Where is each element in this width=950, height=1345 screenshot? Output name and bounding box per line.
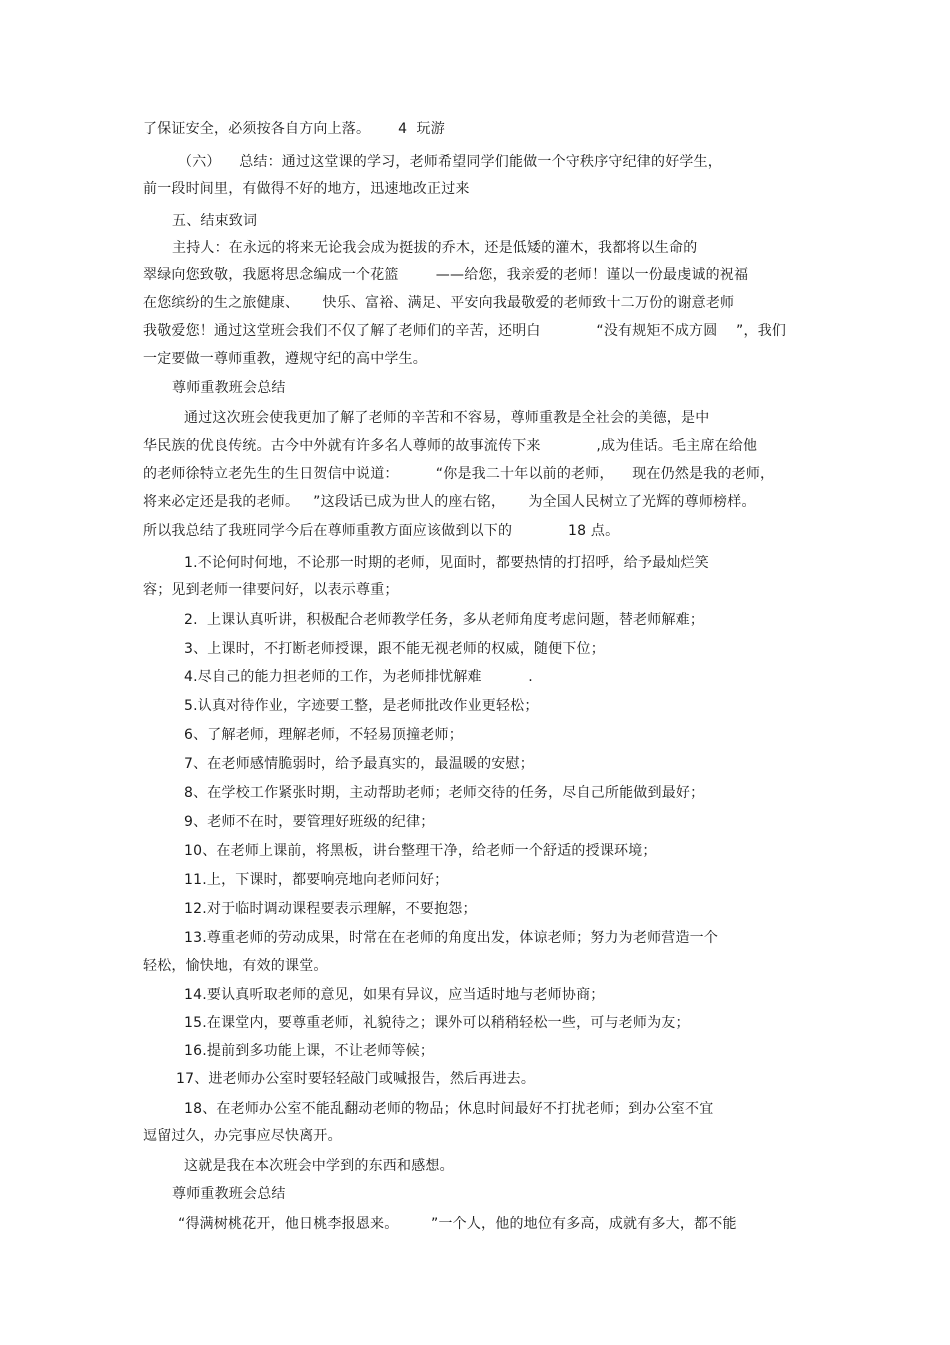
section-heading: 尊师重教班会总结 bbox=[172, 380, 286, 396]
list-item: 14.要认真听取老师的意见，如果有异议，应当适时地与老师协商； bbox=[184, 987, 605, 1003]
text-line: 一定要做一尊师重教，遵规守纪的高中学生。 bbox=[143, 351, 427, 367]
list-item: 18、在老师办公室不能乱翻动老师的物品；休息时间最好不打扰老师；到办公室不宜 bbox=[184, 1101, 714, 1117]
list-item: 容；见到老师一律要问好，以表示尊重； bbox=[143, 582, 399, 598]
text-line: 我敬爱您！通过这堂班会我们不仅了解了老师们的辛苦，还明白 “没有规矩不成方圆 ”，我们 bbox=[143, 323, 787, 339]
text-line: 前一段时间里，有做得不好的地方，迅速地改正过来 bbox=[143, 181, 470, 197]
section-heading: 尊师重教班会总结 bbox=[172, 1186, 286, 1202]
section-heading: 五、结束致词 bbox=[172, 213, 258, 229]
text-line: 所以我总结了我班同学今后在尊师重教方面应该做到以下的 18 点。 bbox=[143, 523, 620, 539]
list-item: 逗留过久，办完事应尽快离开。 bbox=[143, 1128, 342, 1144]
list-item: 9、老师不在时，要管理好班级的纪律； bbox=[184, 814, 435, 830]
text-line: 这就是我在本次班会中学到的东西和感想。 bbox=[184, 1158, 454, 1174]
list-item: 轻松，愉快地，有效的课堂。 bbox=[143, 958, 328, 974]
list-item: 11.上，下课时，都要响亮地向老师问好； bbox=[184, 872, 449, 888]
text-line: 华民族的优良传统。古今中外就有许多名人尊师的故事流传下来 ,成为佳话。毛主席在给他 bbox=[143, 438, 758, 454]
text-line: “得满树桃花开，他日桃李报恩来。 ”一个人，他的地位有多高，成就有多大，都不能 bbox=[178, 1216, 737, 1232]
list-item: 1.不论何时何地，不论那一时期的老师，见面时，都要热情的打招呼，给予最灿烂笑 bbox=[184, 555, 709, 571]
list-item: 12.对于临时调动课程要表示理解，不要抱怨； bbox=[184, 901, 477, 917]
text-line: 了保证安全，必须按各自方向上落。 4 玩游 bbox=[143, 121, 445, 137]
text-line: 主持人：在永远的将来无论我会成为挺拔的乔木，还是低矮的灌木，我都将以生命的 bbox=[172, 240, 698, 256]
list-item: 2. 上课认真听讲，积极配合老师教学任务，多从老师角度考虑问题，替老师解难； bbox=[184, 612, 705, 628]
text-line: 的老师徐特立老先生的生日贺信中说道： “你是我二十年以前的老师， 现在仍然是我的老师， bbox=[143, 466, 775, 482]
text-line: 翠绿向您致敬，我愿将思念编成一个花篮 ——给您，我亲爱的老师！谨以一份最虔诚的祝福 bbox=[143, 267, 749, 283]
list-item: 8、在学校工作紧张时期，主动帮助老师；老师交待的任务，尽自己所能做到最好； bbox=[184, 785, 705, 801]
list-item: 15.在课堂内，要尊重老师，礼貌待之；课外可以稍稍轻松一些，可与老师为友； bbox=[184, 1015, 690, 1031]
list-item: 17、进老师办公室时要轻轻敲门或喊报告，然后再进去。 bbox=[176, 1071, 536, 1087]
list-item: 4.尽自己的能力担老师的工作，为老师排忧解难 . bbox=[184, 669, 533, 685]
list-item: 10、在老师上课前，将黑板，讲台整理干净，给老师一个舒适的授课环境； bbox=[184, 843, 657, 859]
list-item: 16.提前到多功能上课，不让老师等候； bbox=[184, 1043, 435, 1059]
list-item: 5.认真对待作业，字迹要工整，是老师批改作业更轻松； bbox=[184, 698, 539, 714]
list-item: 13.尊重老师的劳动成果，时常在在老师的角度出发，体谅老师；努力为老师营造一个 bbox=[184, 930, 719, 946]
list-item: 7、在老师感情脆弱时，给予最真实的，最温暖的安慰； bbox=[184, 756, 534, 772]
text-line: 通过这次班会使我更加了解了老师的辛苦和不容易，尊师重教是全社会的美德，是中 bbox=[184, 410, 710, 426]
text-line: （六） 总结：通过这堂课的学习，老师希望同学们能做一个守秩序守纪律的好学生， bbox=[178, 154, 722, 170]
text-line: 将来必定还是我的老师。 ”这段话已成为世人的座右铭， 为全国人民树立了光辉的尊师榜样。 bbox=[143, 494, 756, 510]
list-item: 6、了解老师，理解老师，不轻易顶撞老师； bbox=[184, 727, 463, 743]
list-item: 3、上课时，不打断老师授课，跟不能无视老师的权威，随便下位； bbox=[184, 641, 605, 657]
text-line: 在您缤纷的生之旅健康、 快乐、富裕、满足、平安向我最敬爱的老师致十二万份的谢意老师 bbox=[143, 295, 735, 311]
